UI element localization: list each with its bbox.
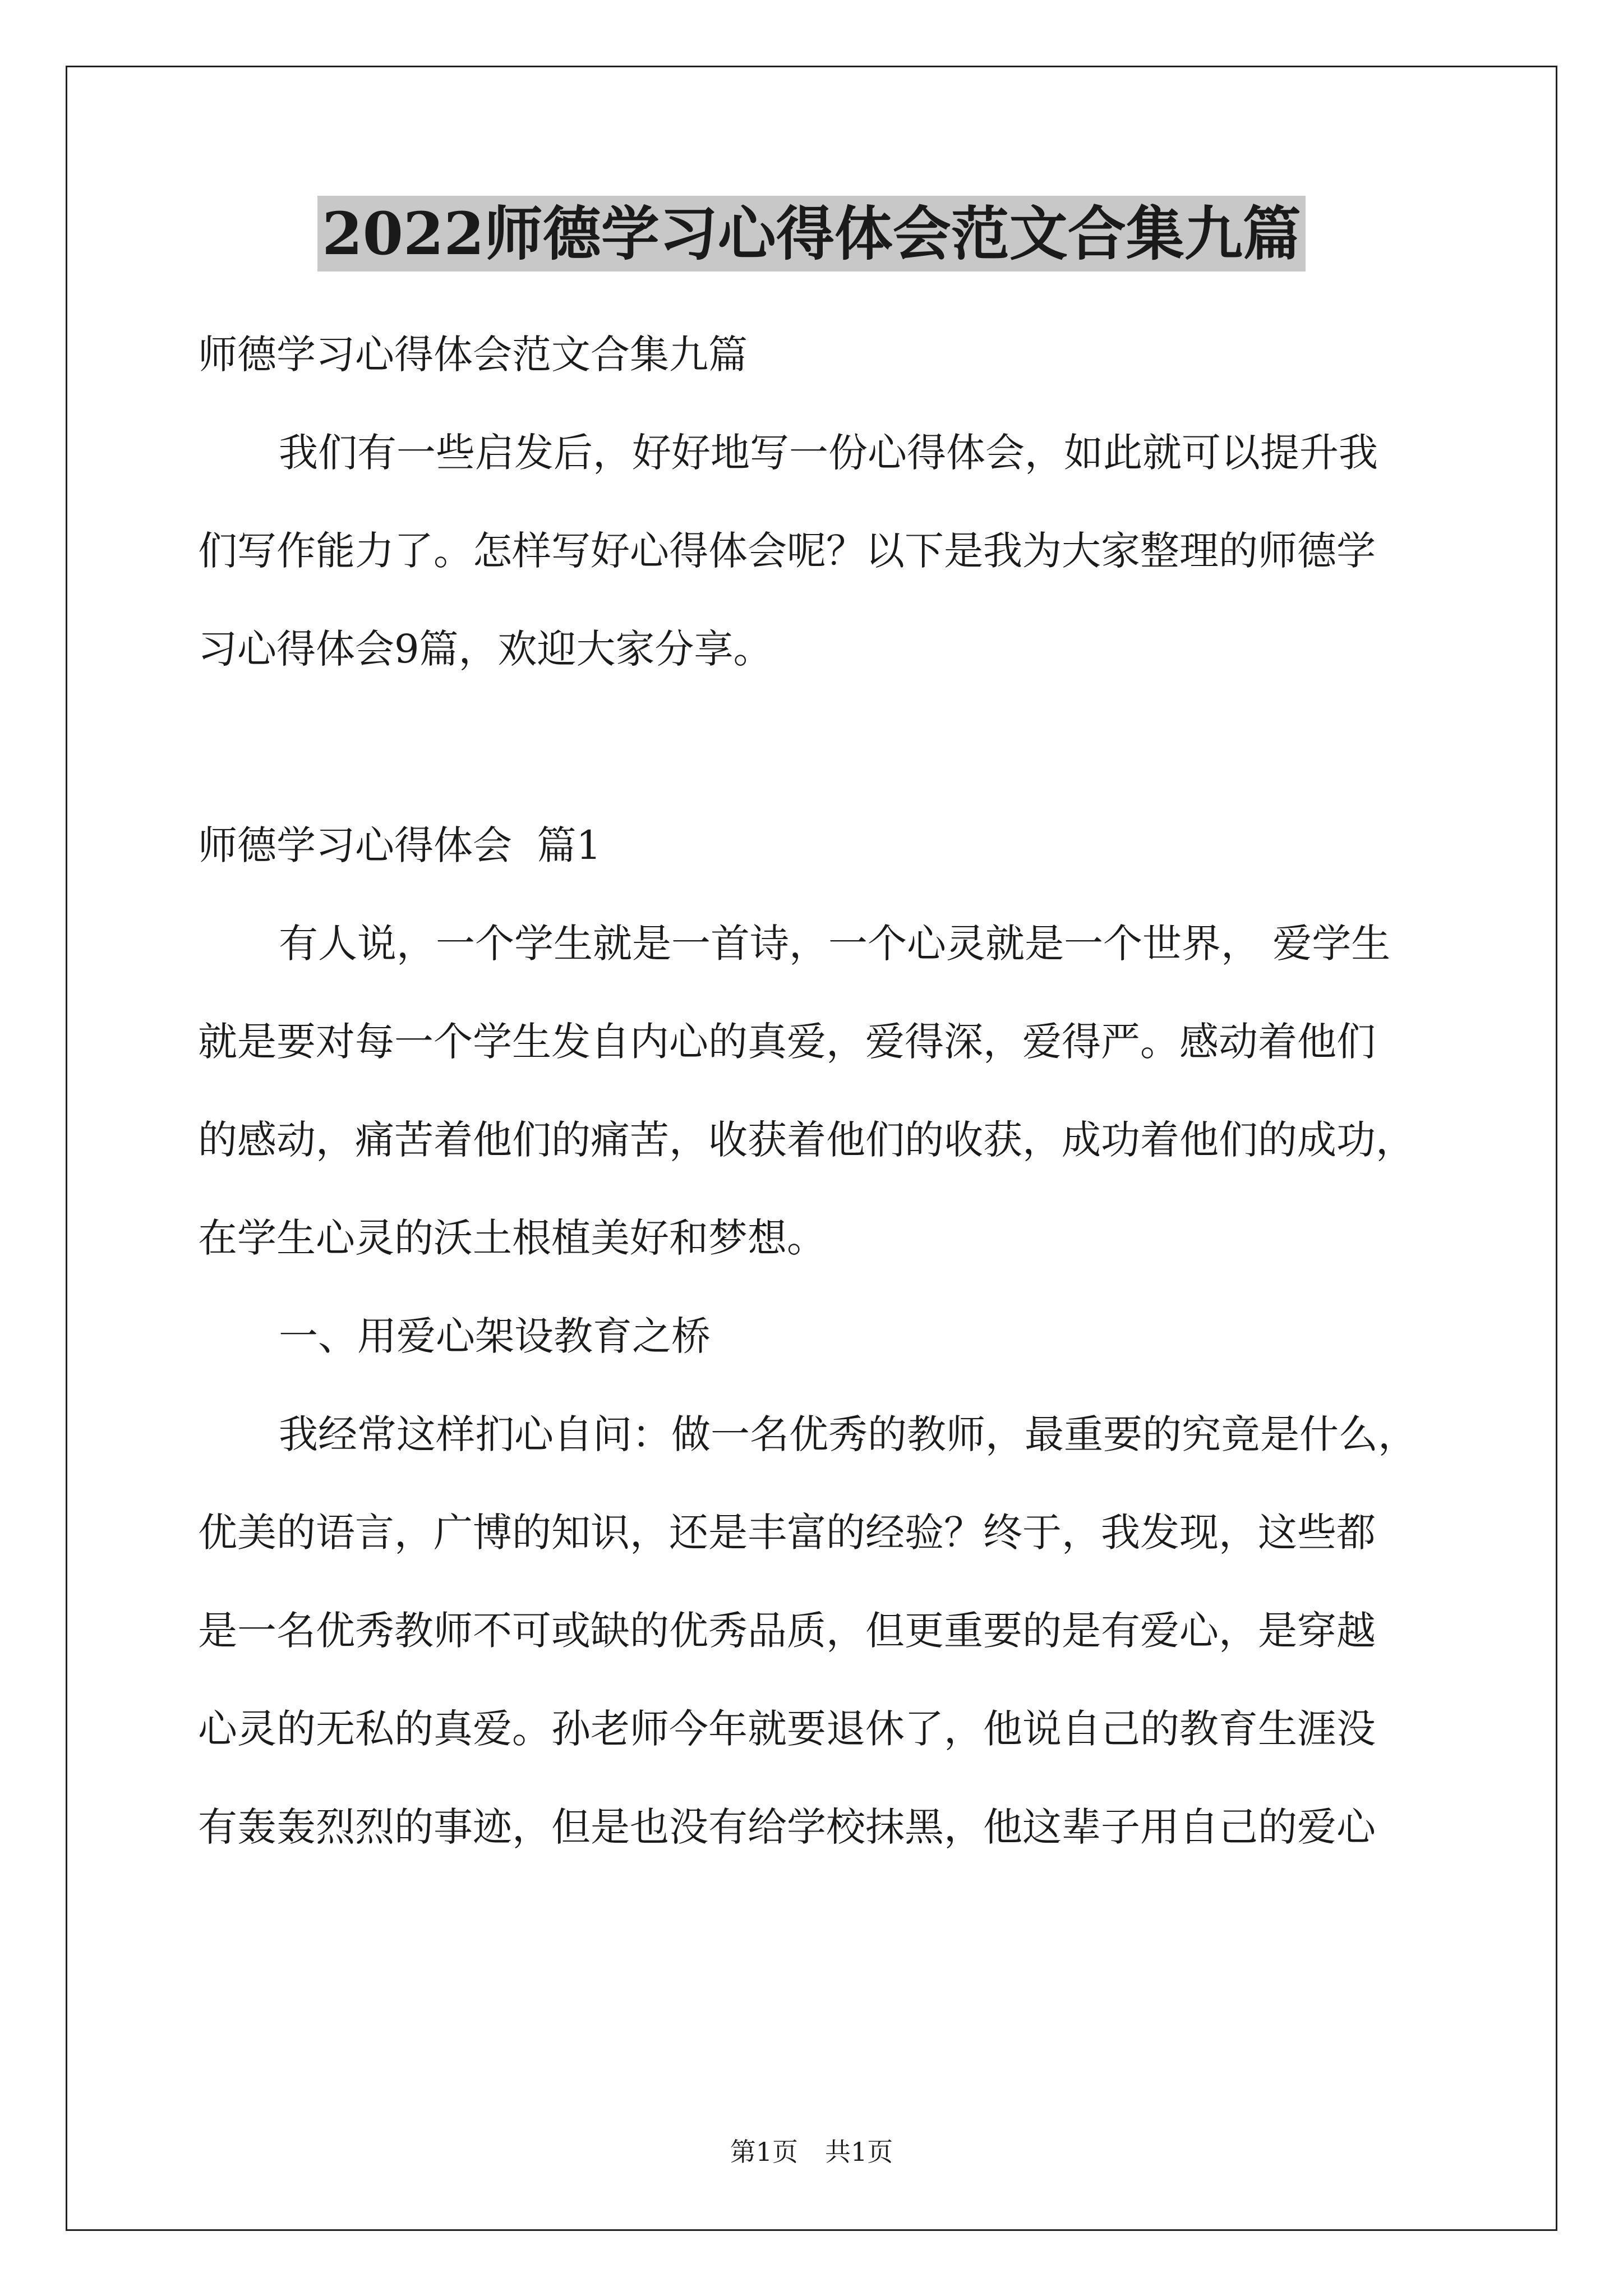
intro-line-2: 们写作能力了。怎样写好心得体会呢？以下是我为大家整理的师德学 xyxy=(198,528,1376,574)
para2-line-4: 心灵的无私的真爱。孙老师今年就要退休了，他说自己的教育生涯没 xyxy=(198,1706,1376,1752)
intro-line-3: 习心得体会9篇，欢迎大家分享。 xyxy=(198,626,773,672)
para1-line-3: 的感动，痛苦着他们的痛苦，收获着他们的收获，成功着他们的成功， xyxy=(198,1117,1415,1163)
para2-line-3: 是一名优秀教师不可或缺的优秀品质，但更重要的是有爱心，是穿越 xyxy=(198,1608,1376,1654)
document-body xyxy=(198,306,1437,1876)
para1-line-2: 就是要对每一个学生发自内心的真爱，爱得深，爱得严。感动着他们 xyxy=(198,1019,1376,1065)
sub-heading: 一、用爱心架设教育之桥 xyxy=(279,1313,711,1359)
intro-line-1: 我们有一些启发后，好好地写一份心得体会，如此就可以提升我 xyxy=(279,430,1378,476)
blank-line xyxy=(198,698,1437,797)
section-heading: 师德学习心得体会 篇1 xyxy=(198,822,602,868)
para1-line-1: 有人说，一个学生就是一首诗，一个心灵就是一个世界， 爱学生 xyxy=(279,921,1391,967)
para1-line-4: 在学生心灵的沃土根植美好和梦想。 xyxy=(198,1215,826,1261)
document-title xyxy=(0,199,1623,269)
document-title-text: 2022师德学习心得体会范文合集九篇 xyxy=(317,196,1305,272)
para2-line-1: 我经常这样扪心自问：做一名优秀的教师，最重要的究竟是什么， xyxy=(279,1411,1417,1457)
page-number: 第1页 xyxy=(730,2137,798,2167)
page-total: 共1页 xyxy=(825,2137,893,2167)
para2-line-5: 有轰轰烈烈的事迹，但是也没有给学校抹黑，他这辈子用自己的爱心 xyxy=(198,1804,1376,1850)
subtitle: 师德学习心得体会范文合集九篇 xyxy=(198,332,748,378)
para2-line-2: 优美的语言，广博的知识，还是丰富的经验？终于，我发现，这些都 xyxy=(198,1510,1376,1556)
page-footer xyxy=(0,2132,1623,2169)
